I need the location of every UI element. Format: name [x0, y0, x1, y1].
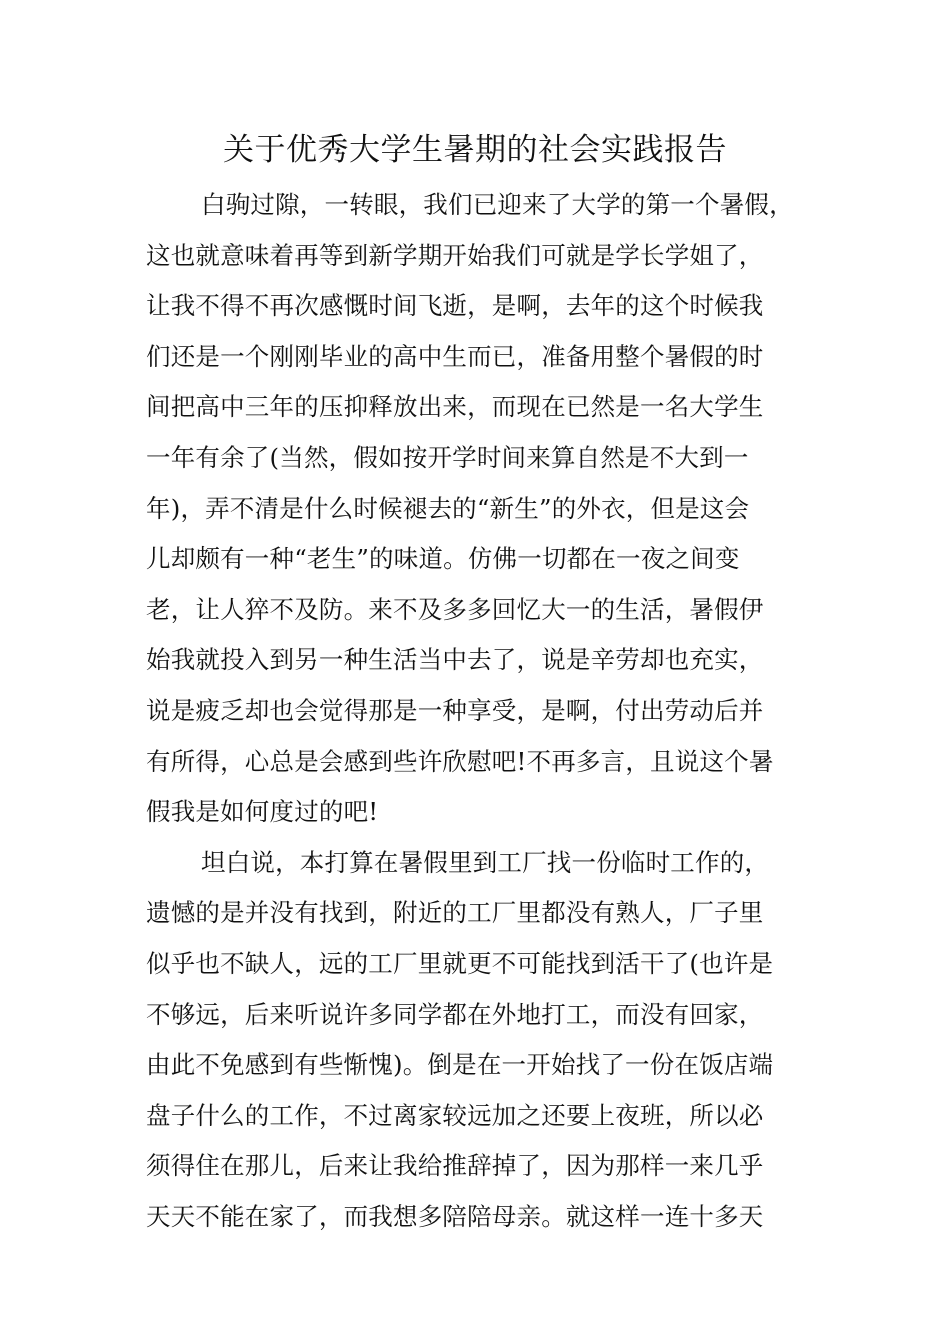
- paragraph-line: 一年有余了(当然，假如按开学时间来算自然是不大到一: [146, 442, 749, 472]
- paragraph-line: 似乎也不缺人，远的工厂里就更不可能找到活干了(也许是: [146, 948, 774, 978]
- paragraph-line: 假我是如何度过的吧!: [146, 797, 379, 827]
- paragraph-line: 儿却颇有一种“老生”的味道。仿佛一切都在一夜之间变: [146, 544, 740, 574]
- paragraph-line: 年)，弄不清是什么时候褪去的“新生”的外衣，但是这会: [146, 493, 750, 523]
- document-body: [146, 180, 826, 1242]
- paragraph-line: 始我就投入到另一种生活当中去了，说是辛劳却也充实，: [146, 645, 764, 675]
- paragraph-line: 遗憾的是并没有找到，附近的工厂里都没有熟人，厂子里: [146, 898, 764, 928]
- paragraph-line: 说是疲乏却也会觉得那是一种享受，是啊，付出劳动后并: [146, 695, 764, 725]
- paragraph-line: 这也就意味着再等到新学期开始我们可就是学长学姐了，: [146, 240, 764, 270]
- paragraph-line: 由此不免感到有些惭愧)。倒是在一开始找了一份在饭店端: [146, 1050, 774, 1080]
- paragraph-line: 让我不得不再次感慨时间飞逝，是啊，去年的这个时候我: [146, 291, 764, 321]
- paragraph-line: 白驹过隙，一转眼，我们已迎来了大学的第一个暑假，: [201, 190, 794, 219]
- paragraph-line: 老，让人猝不及防。来不及多多回忆大一的生活，暑假伊: [146, 594, 764, 624]
- paragraph-line: 们还是一个刚刚毕业的高中生而已，准备用整个暑假的时: [146, 341, 764, 371]
- document-title: 关于优秀大学生暑期的社会实践报告: [223, 132, 727, 168]
- paragraph-line: 须得住在那儿，后来让我给推辞掉了，因为那样一来几乎: [146, 1151, 764, 1181]
- paragraph-line: 天天不能在家了，而我想多陪陪母亲。就这样一连十多天: [146, 1201, 764, 1231]
- paragraph-line: 有所得，心总是会感到些许欣慰吧!不再多言，且说这个暑: [146, 746, 774, 776]
- paragraph-line: 坦白说，本打算在暑假里到工厂找一份临时工作的，: [201, 847, 770, 877]
- paragraph-line: 间把高中三年的压抑释放出来，而现在已然是一名大学生: [146, 392, 764, 422]
- paragraph-line: 不够远，后来听说许多同学都在外地打工，而没有回家，: [146, 999, 764, 1029]
- paragraph-line: 盘子什么的工作，不过离家较远加之还要上夜班，所以必: [146, 1100, 764, 1130]
